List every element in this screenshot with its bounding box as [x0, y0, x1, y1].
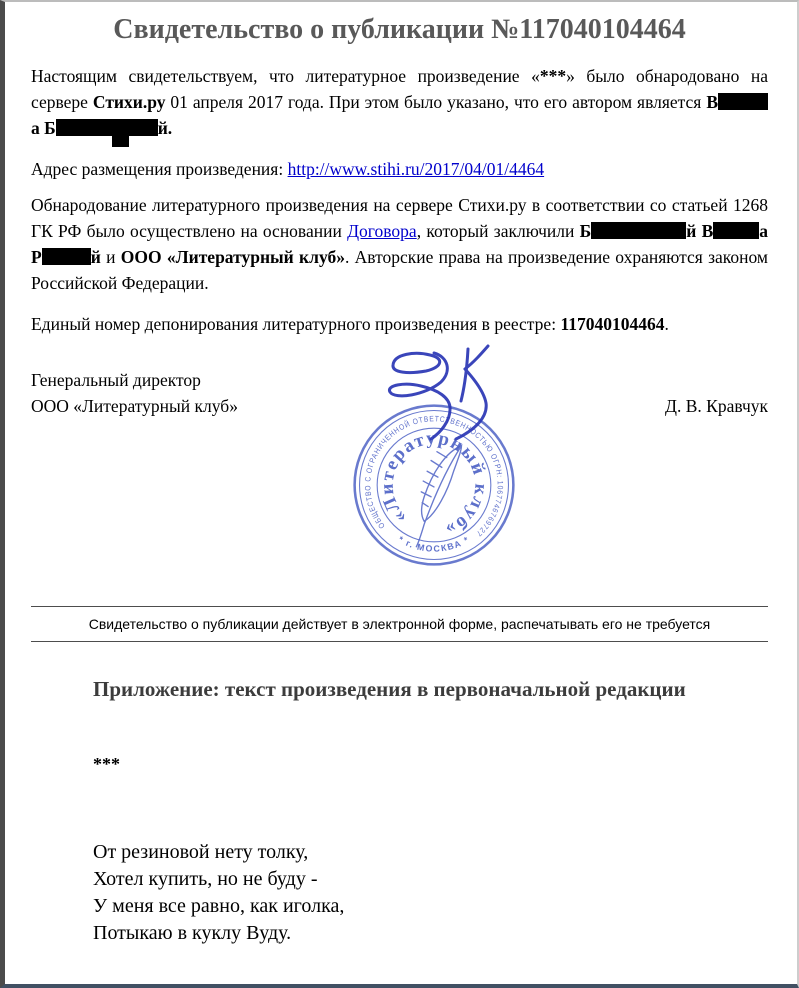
contract-link[interactable]: Договора [347, 221, 417, 241]
intro-text-3: 01 апреля 2017 года. При этом было указано, что его автором является [165, 92, 707, 112]
poem-line: У меня все равно, как иголка, [93, 895, 345, 917]
contract-text-1: Обнародование литературного произведения на сервере Стихи.ру в соответствии со статьей 1268 ГК РФ было осуществлено на основании [31, 195, 768, 241]
url-label: Адрес размещения произведения: [31, 159, 288, 179]
author-name-part-1: В [706, 92, 718, 112]
stamp-city-text: * г. МОСКВА * [396, 533, 472, 554]
appendix-work-title: *** [93, 754, 120, 774]
poem-line: От резиновой нету толку, [93, 841, 309, 863]
party-name-part-1: Б [579, 221, 592, 241]
party-name-part-2: й В [686, 221, 714, 241]
paragraph-intro [31, 63, 768, 141]
work-title-inline: *** [539, 66, 567, 86]
appendix-section [31, 676, 768, 947]
redaction-box [42, 248, 91, 265]
certificate-content [5, 2, 797, 947]
paragraph-url [31, 156, 768, 182]
registry-dot: . [664, 314, 669, 334]
intro-text-1: Настоящим свидетельствуем, что литературное произведение « [31, 66, 540, 86]
author-name-part-2: а Б [31, 118, 56, 138]
stamp-main-text: «Литературный клуб» [376, 427, 492, 541]
author-name-part-3: й. [157, 118, 173, 138]
signatory-title-line2: ООО «Литературный клуб» [31, 396, 238, 416]
signatory-title-line1: Генеральный директор [31, 370, 201, 390]
signature-block [31, 367, 768, 419]
appendix-heading: Приложение: текст произведения в первоначальной редакции [93, 677, 686, 701]
party-name-part-4: й [90, 247, 101, 267]
intro-text-2: » было обнародовано на сервере [31, 66, 768, 112]
redaction-box [56, 119, 158, 136]
publication-url-link[interactable]: http://www.stihi.ru/2017/04/01/4464 [287, 159, 545, 179]
page-title: Свидетельство о публикации №117040104464 [113, 14, 686, 45]
divider-line-bottom [31, 641, 768, 642]
redaction-box [591, 222, 686, 239]
organization-name: ООО «Литературный клуб» [120, 247, 345, 267]
signatory-name: Д. В. Кравчук [665, 396, 768, 416]
electronic-form-note: Свидетельство о публикации действует в электронной форме, распечатывать его не требуется [88, 616, 711, 632]
server-name: Стихи.ру [92, 92, 166, 112]
party-name-part-3: а Р [31, 221, 768, 267]
paragraph-contract [31, 192, 768, 296]
redaction-box [718, 93, 768, 110]
paragraph-registry [31, 311, 768, 337]
stamp-outer-text: ОБЩЕСТВО С ОГРАНИЧЕННОЙ ОТВЕТСТВЕННОСТЬЮ ОГРН: 1067746769727 [363, 414, 505, 539]
registry-text: Единый номер депонирования литературного произведения в реестре: [31, 314, 561, 334]
divider-line-top [31, 606, 768, 607]
contract-text-3: и [100, 247, 121, 267]
signatory-title-block [31, 367, 238, 419]
contract-text-4: . Авторские права на произведение охраняются законом Российской Федерации. [31, 247, 769, 293]
contract-text-2: , который заключили [416, 221, 580, 241]
poem-line: Хотел купить, но не буду - [93, 868, 318, 890]
redaction-box [713, 222, 759, 239]
poem-text [93, 839, 768, 947]
poem-line: Потыкаю в куклу Вуду. [93, 922, 292, 944]
registry-number: 117040104464 [560, 314, 665, 334]
